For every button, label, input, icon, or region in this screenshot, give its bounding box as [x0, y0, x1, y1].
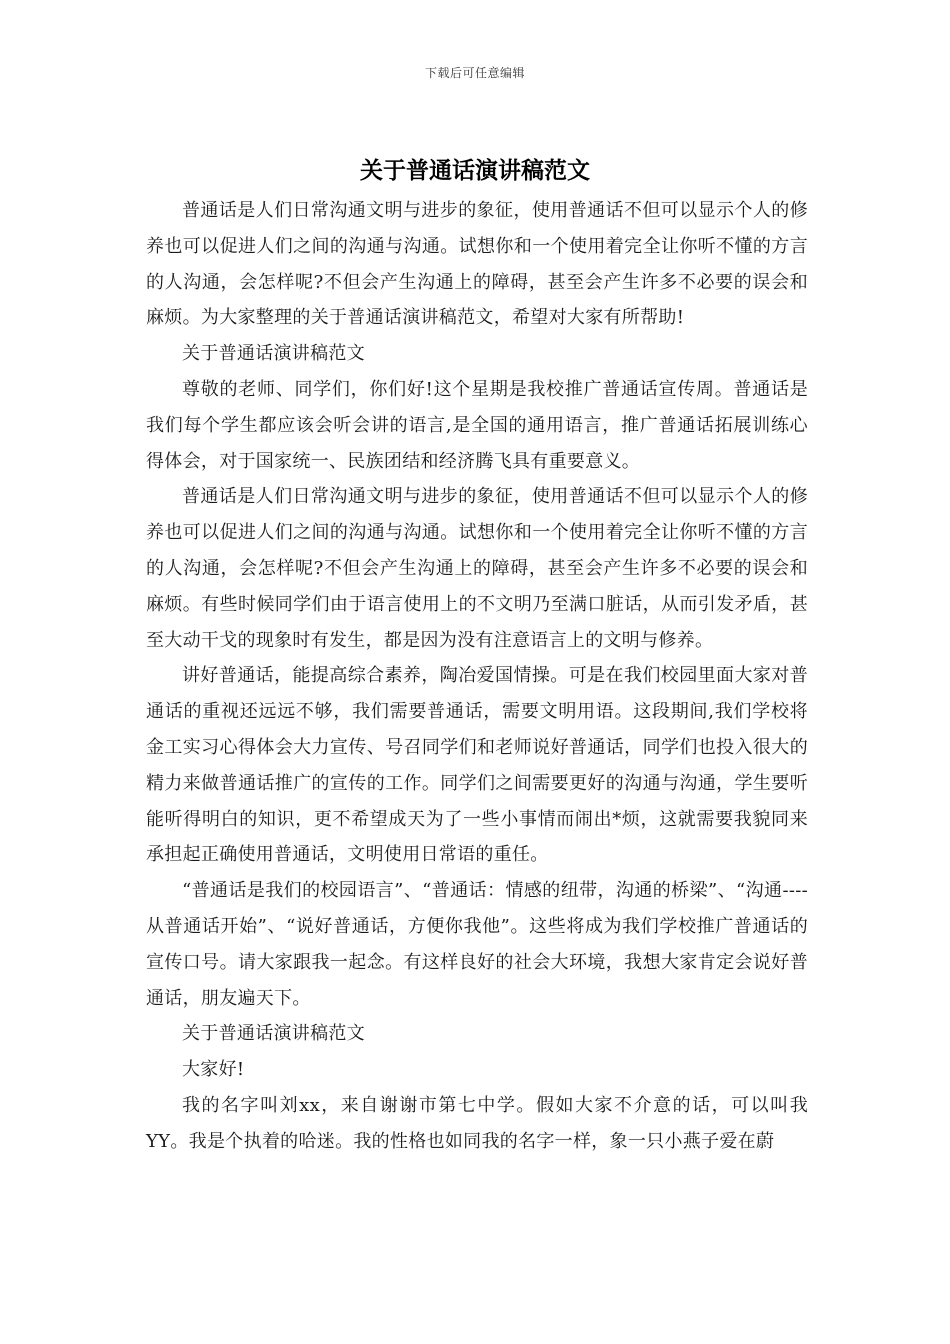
- section-heading-2: 关于普通话演讲稿范文: [182, 1023, 365, 1045]
- document-body: [146, 193, 808, 1160]
- paragraph-greeting: 尊敬的老师、同学们，你们好!这个星期是我校推广普通话宣传周。普通话是我们每个学生都应该会听会讲的语言,是全国的通用语言，推广普通话拓展训练心得体会，对于国家统一、民族团结和经济腾飞具有重要意义。: [146, 378, 808, 472]
- paragraph-slogans: “普通话是我们的校园语言”、“普通话：情感的纽带，沟通的桥梁”、“沟通----从普通话开始”、“说好普通话，方便你我他”。这些将成为我们学校推广普通话的宣传口号。请大家跟我一起念。有这样良好的社会大环境，我想大家肯定会说好普通话，朋友遍天下。: [146, 880, 808, 1009]
- paragraph-importance: 普通话是人们日常沟通文明与进步的象征，使用普通话不但可以显示个人的修养也可以促进人们之间的沟通与沟通。试想你和一个使用着完全让你听不懂的方言的人沟通，会怎样呢?不但会产生沟通上的障碍，甚至会产生许多不必要的误会和麻烦。有些时候同学们由于语言使用上的不文明乃至满口脏话，从而引发矛盾，甚至大动干戈的现象时有发生，都是因为没有注意语言上的文明与修养。: [146, 486, 808, 651]
- paragraph-self-intro: 我的名字叫刘xx，来自谢谢市第七中学。假如大家不介意的话，可以叫我YY。我是个执着的哈迷。我的性格也如同我的名字一样，象一只小燕子爱在蔚: [146, 1094, 808, 1152]
- section-heading-1: 关于普通话演讲稿范文: [182, 343, 365, 365]
- document-title: 关于普通话演讲稿范文: [360, 157, 590, 184]
- paragraph-campus: 讲好普通话，能提高综合素养，陶冶爱国情操。可是在我们校园里面大家对普通话的重视还远远不够，我们需要普通话，需要文明用语。这段期间,我们学校将金工实习心得体会大力宣传、号召同学们和老师说好普通话，同学们也投入很大的精力来做普通话推广的宣传的工作。同学们之间需要更好的沟通与沟通，学生要听能听得明白的知识，更不希望成天为了一些小事情而闹出*烦，这就需要我貌同来承担起正确使用普通话，文明使用日常语的重任。: [146, 665, 808, 866]
- paragraph-hello: 大家好!: [182, 1059, 245, 1081]
- header-note: 下载后可任意编辑: [424, 66, 525, 80]
- paragraph-intro: 普通话是人们日常沟通文明与进步的象征，使用普通话不但可以显示个人的修养也可以促进人们之间的沟通与沟通。试想你和一个使用着完全让你听不懂的方言的人沟通，会怎样呢?不但会产生沟通上的障碍，甚至会产生许多不必要的误会和麻烦。为大家整理的关于普通话演讲稿范文，希望对大家有所帮助!: [146, 200, 808, 329]
